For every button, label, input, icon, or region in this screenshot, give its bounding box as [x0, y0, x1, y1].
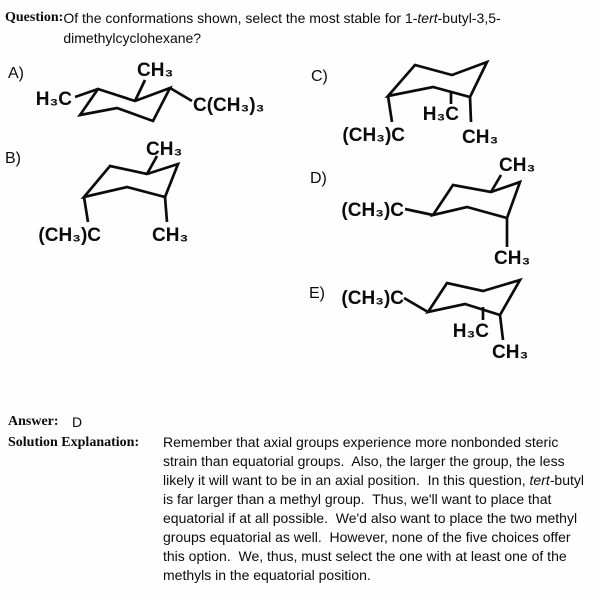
question-line1-italic: tert [417, 10, 438, 26]
option-c-letter: C) [311, 68, 328, 85]
question-line-2: dimethylcyclohexane? [63, 30, 202, 46]
cyclohexane-chair-c [388, 62, 487, 97]
question-line1-post: -butyl-3,5- [437, 10, 501, 26]
label-e-methyl-right: CH₃ [492, 342, 529, 363]
option-b-letter: B) [5, 150, 21, 167]
solution-text [163, 433, 589, 585]
option-a-structure [8, 60, 264, 121]
option-d-letter: D) [310, 170, 327, 187]
solution-label: Solution Explanation: [8, 435, 140, 450]
answer-label: Answer: [8, 414, 59, 429]
label-a-methyl-left: H₃C [35, 89, 72, 110]
bond-d-tertbutyl-equatorial [405, 209, 433, 215]
label-b-tertbutyl: (CH₃)C [38, 225, 101, 246]
cyclohexane-chair-e [428, 280, 520, 315]
option-c-structure [311, 62, 498, 148]
solution-text-italic: tert- [529, 472, 555, 488]
option-d-structure [310, 155, 535, 269]
answer-block [8, 412, 594, 585]
bond-b-methyl-axial-down [165, 197, 167, 222]
cyclohexane-chair-d [433, 182, 520, 218]
option-b-structure [5, 139, 188, 246]
label-c-tertbutyl: (CH₃)C [342, 125, 405, 146]
label-a-methyl-top: CH₃ [137, 60, 174, 81]
cyclohexane-chair-a [80, 88, 170, 121]
bond-c-methyl-down [470, 97, 471, 122]
option-a-letter: A) [8, 65, 24, 82]
cyclohexane-chair-b [84, 164, 178, 197]
question-label: Question: [5, 10, 64, 25]
answer-value: D [72, 414, 83, 430]
solution-text-pre: Remember that axial groups experience more nonbonded steric strain than equatorial groups. Also, the larger the group, the less likely it will want to be in an axial position. In this question, [163, 434, 569, 488]
option-e-letter: E) [309, 285, 325, 302]
answer-row [8, 412, 594, 432]
label-c-methyl-right: CH₃ [462, 127, 499, 148]
option-e-structure [309, 280, 528, 363]
label-b-methyl-bottom: CH₃ [152, 225, 189, 246]
label-a-tertbutyl: C(CH₃)₃ [193, 95, 265, 116]
label-c-methyl-middle: H₃C [422, 104, 459, 125]
label-d-methyl-bottom: CH₃ [494, 248, 531, 269]
label-e-methyl-middle: H₃C [452, 321, 489, 342]
bond-e-tertbutyl-equatorial [404, 298, 428, 312]
bond-b-tertbutyl-axial-down [84, 197, 88, 222]
label-d-methyl-top: CH₃ [499, 155, 536, 176]
label-b-methyl-top: CH₃ [146, 139, 183, 160]
bond-e-methyl-down [500, 315, 503, 340]
solution-text-post: butyl is far larger than a methyl group. Thus, we'll want to place that equatorial if at all possible. We'd also want to place the two methyl groups equatorial as well. However, none of the five choices offer this option. We, thus, must select the one with at least one of the methyls in the equatorial position. [163, 472, 588, 583]
solution-row [8, 433, 594, 585]
bond-c-tertbutyl-axial-down [388, 96, 392, 122]
bond-a-tertbutyl-equatorial [170, 88, 192, 101]
label-e-tertbutyl: (CH₃)C [341, 288, 404, 309]
question-line1-pre: Of the conformations shown, select the most stable for 1- [63, 10, 418, 26]
label-d-tertbutyl: (CH₃)C [341, 200, 404, 221]
